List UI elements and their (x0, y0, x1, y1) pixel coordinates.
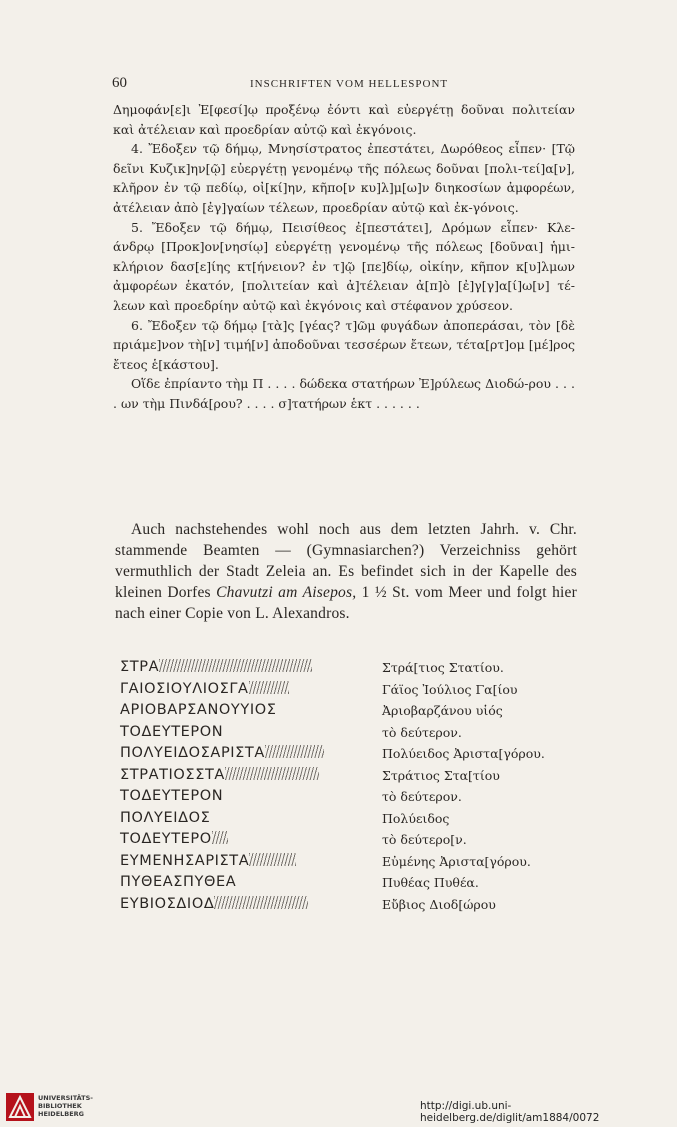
majuscule-text: ΣΤΡΑΤΙΟΣΣΤΑ (120, 766, 225, 783)
commentary-text: Auch nachstehendes wohl noch aus dem letzten Jahrh. v. Chr. stammende Beamten — (Gymnasiarchen?) Verzeichniss gehört vermuthlich der Stadt Zeleia an. Es befindet sich in der Kapelle des kleinen Dorfes (115, 521, 577, 601)
damaged-stone-hatching (214, 896, 308, 909)
library-name-line: BIBLIOTHEK (38, 1102, 82, 1110)
inscription-row (120, 831, 580, 853)
commentary-paragraph (115, 519, 577, 624)
minuscule-transcription: Εὐμένης Ἀριστα[γόρου. (382, 853, 531, 869)
minuscule-transcription: Ἀριοβαρζάνου υἱός (382, 703, 503, 718)
library-name-line: UNIVERSITÄTS- (38, 1094, 93, 1102)
inscription-row (120, 767, 580, 789)
majuscule-line (120, 788, 370, 804)
minuscule-transcription: τὸ δεύτερον. (382, 789, 462, 804)
minuscule-transcription: Πυθέας Πυθέα. (382, 875, 479, 890)
greek-paragraph: 5. Ἔδοξεν τῷ δήμῳ, Πεισίθεος ἐ[πεστάτει], Δρόμων εἶπεν· Κλε-άνδρῳ [Προκ]ον[νησίῳ] εὐεργέτῃ γενομένῳ τῆς πόλεως [δοῦναι] ἡμι-κλήριον δασ[ε]ίης κτ[ήνειον? ἐν τ]ῷ [πε]δίῳ, οἰκίην, κῆπον κ[υ]λμων ἀμφορέων ἑκατόν, [πολιτείαν καὶ ἀ]τέλειαν ἀ[π]ὸ [ἐ]γ[γ]α[ί]ω[ν] τέ-λεων καὶ προεδρίην αὐτῷ καὶ ἐκγόνοις καὶ στέφανον χρύσεον. (113, 219, 575, 313)
majuscule-text: ΑΡΙΟΒΑΡΣΑΝΟΥΥΙΟΣ (120, 702, 277, 718)
majuscule-line (120, 831, 370, 847)
inscription-row (120, 788, 580, 810)
majuscule-text: ΤΟΔΕΥΤΕΡΟΝ (120, 788, 224, 804)
university-library-logo (6, 1093, 34, 1121)
majuscule-line (120, 745, 370, 761)
place-name: Chavutzi am Aisepos, (216, 584, 357, 601)
majuscule-line (120, 724, 370, 740)
majuscule-text: ΠΟΛΥΕΙΔΟΣ (120, 809, 211, 826)
minuscule-transcription: Πολύειδος Ἀριστα[γόρου. (382, 746, 545, 761)
minuscule-transcription: Γάϊος Ἰούλιος Γα[ίου (382, 681, 518, 697)
majuscule-text: ΓΑΙΟΣΙΟΥΛΙΟΣΓΑ (120, 680, 249, 697)
inscription-row (120, 745, 580, 767)
minuscule-transcription: Εὔβιος Διοδ[ώρου (382, 896, 496, 912)
majuscule-text: ΠΟΛΥΕΙΔΟΣΑΡΙΣΤΑ (120, 745, 265, 761)
commentary-text: 1 ½ St. vom Meer und folgt hier nach einer Copie von L. Alexandros. (115, 584, 577, 622)
source-link[interactable]: http://digi.ub.uni-heidelberg.de/diglit/am1884/0072 (420, 1100, 600, 1124)
majuscule-text: ΕΥΜΕΝΗΣΑΡΙΣΤΑ (120, 852, 250, 869)
greek-paragraph: 4. Ἔδοξεν τῷ δήμῳ, Μνησίστρατος ἐπεστάτει, Δωρόθεος εἶπεν· [Τῷ δεῖνι Κυζικ]ην[ῷ] εὐεργέτῃ γενομένῳ τῆς πόλεως δοῦναι [πολι-τεί]α[ν], κλῆρον ἐν τῷ πεδίῳ, οἰ[κί]ην, κῆπο[ν κυ]λ]μ[ω]ν διηκοσίων ἀμφορέων, ἀτέλειαν ἀπὸ [ἐγ]γαίων τέλεων, προεδρίαν αὐτῷ καὶ ἐκ-γόνοις. (113, 141, 575, 215)
majuscule-text: ΕΥΒΙΟΣΔΙΟΔ (120, 895, 215, 912)
greek-paragraph: Οἵδε ἐπρίαντο τὴμ Π . . . . δώδεκα στατήρων Ἐ]ρύλεως Διοδώ-ρου . . . . ων τὴμ Πινδά[ρου? . . . . σ]τατήρων ἑκτ . . . . . . (113, 376, 575, 411)
greek-decrees (113, 100, 575, 414)
minuscule-transcription: Στρά[τιος Στατίου. (382, 660, 504, 675)
minuscule-transcription: Πολύειδος (382, 810, 450, 826)
greek-paragraph: 6. Ἔδοξεν τῷ δήμῳ [τὰ]ς [γέας? τ]ῶμ φυγάδων ἀποπεράσαι, τὸν [δὲ πριάμε]νον τὴ[ν] τιμή[ν] ἀποδοῦναι τεσσέρων ἔτεων, τέτα[ρτ]ομ [μέ]ρος ἔτεος ἑ[κάστου]. (113, 317, 575, 372)
library-name (38, 1094, 93, 1118)
inscription-row (120, 702, 580, 724)
inscription-row (120, 724, 580, 746)
majuscule-text: ΤΟΔΕΥΤΕΡΟΝ (120, 723, 224, 740)
german-commentary (115, 519, 577, 624)
minuscule-transcription: Στράτιος Στα[τίου (382, 767, 500, 783)
majuscule-line (120, 702, 370, 718)
minuscule-transcription: τὸ δεύτερο[ν. (382, 832, 467, 847)
majuscule-line (120, 681, 370, 697)
page-number: 60 (112, 75, 127, 91)
inscription-row (120, 681, 580, 703)
majuscule-text: ΤΟΔΕΥΤΕΡΟ (120, 831, 212, 847)
damaged-stone-hatching (265, 745, 324, 758)
damaged-stone-hatching (249, 681, 289, 694)
majuscule-line (120, 659, 370, 675)
inscription-row (120, 853, 580, 875)
damaged-stone-hatching (225, 767, 319, 780)
majuscule-line (120, 874, 370, 890)
damaged-stone-hatching (249, 853, 296, 866)
majuscule-text: ΣΤΡΑ (120, 659, 160, 675)
majuscule-line (120, 810, 370, 826)
majuscule-line (120, 896, 370, 912)
damaged-stone-hatching (159, 659, 312, 672)
library-name-line: HEIDELBERG (38, 1110, 85, 1118)
inscription-row (120, 810, 580, 832)
inscription-list (120, 659, 580, 917)
running-head: INSCHRIFTEN VOM HELLESPONT (250, 78, 449, 90)
inscription-row (120, 659, 580, 681)
greek-paragraph: Δημοφάν[ε]ι Ἐ[φεσί]ῳ προξένῳ ἐόντι καὶ εὐεργέτῃ δοῦναι πολιτείαν καὶ ἀτέλειαν καὶ προεδρίαν αὐτῷ καὶ ἐκγόνοις. (113, 102, 575, 137)
inscription-row (120, 874, 580, 896)
inscription-row (120, 896, 580, 918)
minuscule-transcription: τὸ δεύτερον. (382, 724, 462, 740)
majuscule-text: ΠΥΘΕΑΣΠΥΘΕΑ (120, 874, 237, 890)
majuscule-line (120, 767, 370, 783)
majuscule-line (120, 853, 370, 869)
damaged-stone-hatching (212, 831, 228, 844)
